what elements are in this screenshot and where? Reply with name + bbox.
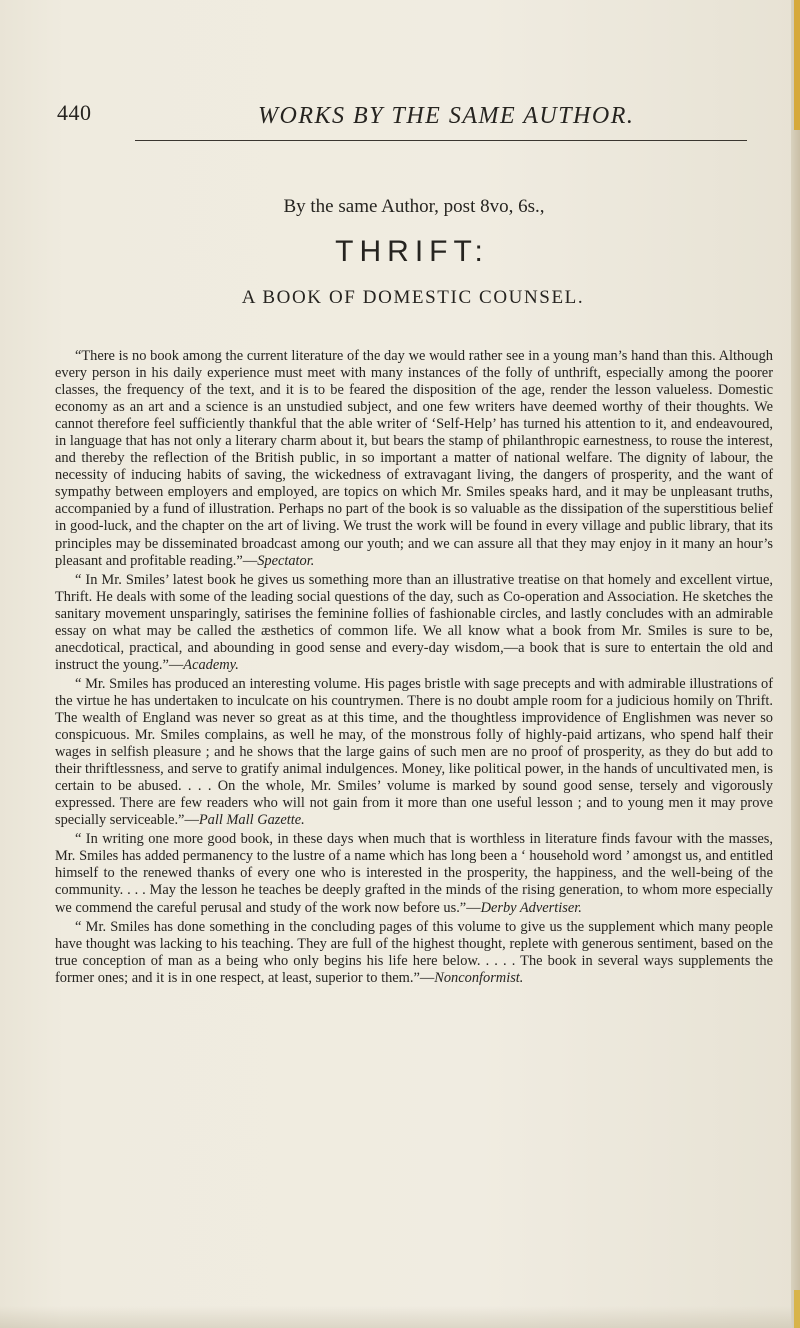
page-edge (791, 0, 800, 1328)
review-pall-mall-gazette (55, 676, 773, 829)
review-derby-advertiser (55, 831, 773, 916)
review-source: Spectator. (257, 552, 315, 569)
page-edge-stain (794, 0, 800, 130)
page-number: 440 (57, 100, 92, 125)
review-source: Academy. (183, 656, 239, 673)
review-text: “There is no book among the current literature of the day we would rather see in a young man’s hand than this. Although every person in his daily experience must meet with many instances of the folly of unthrift, especially among the poorer classes, the frequency of the text, and it is to be feared the disposition of the age, render the lesson valueless. Domestic economy as an art and a science is an unstudied subject, and one few writers have deemed worthy of their thoughts. We cannot therefore feel sufficiently thankful that the able writer of ‘Self-Help’ has turned his attention to it, and endeavoured, in language that has not only a literary charm about it, but bears the stamp of philanthropic earnestness, to rouse the interest, and thereby the reflection of the British public, in so important a matter of national welfare. The dignity of labour, the necessity of inducing habits of saving, the wickedness of extravagant living, the dangers of prosperity, and the want of sympathy between employers and employed, are topics on which Mr. Smiles speaks hard, and it may be unpleasant truths, accompanied by a fund of illustration. Perhaps no part of the book is so valuable as the dissipation of the superstitious belief in good-luck, and the chapter on the art of living. We trust the work will be found in every village and public library, that its principles may be disseminated broadcast among our youth; and we can assure all that they may enjoy in it many an hour’s pleasant and profitable reading.”— (55, 348, 773, 569)
review-source: Derby Advertiser. (480, 899, 582, 916)
running-head: WORKS BY THE SAME AUTHOR. (258, 103, 635, 129)
review-source: Nonconformist. (434, 969, 524, 986)
review-text: “ Mr. Smiles has done something in the concluding pages of this volume to give us the supplement which many people have thought was lacking to his teaching. They are full of the highest thought, replete with generous sentiment, based on the true conception of man as a being who only begins his life here below. . . . . The book in several ways supplements the former ones; and it is in one respect, at least, superior to them.”— (55, 918, 773, 986)
page-bottom-shade (0, 1306, 800, 1328)
book-announcement: By the same Author, post 8vo, 6s., (283, 196, 545, 217)
review-list (55, 348, 773, 989)
review-spectator (55, 348, 773, 570)
page-edge-stain (794, 1290, 800, 1328)
review-nonconformist (55, 919, 773, 987)
review-text: “ In Mr. Smiles’ latest book he gives us something more than an illustrative treatise on that homely and excellent virtue, Thrift. He deals with some of the leading social questions of the day, such as Co-operation and Association. He sketches the sanitary movement unsparingly, satirises the feminine follies of fashionable circles, and lastly concludes with an admirable essay on what may be called the æsthetics of common life. We all know what a book from Mr. Smiles is sure to be, anecdotical, practical, and abounding in good sense and every-day wisdom,—a book that is sure to entertain the old and instruct the young.”— (55, 571, 773, 673)
review-text: “ In writing one more good book, in these days when much that is worthless in literature finds favour with the masses, Mr. Smiles has added permanency to the lustre of a name which has long been a ‘ household word ’ amongst us, and entitled himself to the renewed thanks of every one who is interested in the prosperity, the happiness, and the well-being of the community. . . . May the lesson he teaches be deeply grafted in the minds of the rising generation, to whom more especially we commend the careful perusal and study of the work now before us.”— (55, 831, 773, 916)
review-text: “ Mr. Smiles has produced an interesting volume. His pages bristle with sage precepts and with admirable illustrations of the virtue he has undertaken to inculcate on his countrymen. There is no doubt ample room for a judicious homily on Thrift. The wealth of England was never so great as at this time, and the thoughtless improvidence of Englishmen was never so conspicuous. Mr. Smiles complains, as well he may, of the monstrous folly of highly-paid artizans, who spend half their wages in selfish pleasure ; and he shows that the large gains of such men are no proof of prosperity, as they do but add to their thriftlessness, and serve to gratify animal indulgences. Money, like political power, in the hands of uncultivated men, is certain to be abused. . . . On the whole, Mr. Smiles’ volume is marked by sound good sense, tersely and vigorously expressed. There are few readers who will not gain from it more than one useful lesson ; and to young men it may prove specially serviceable.”— (55, 675, 773, 829)
page-header (0, 0, 800, 160)
header-rule (135, 140, 747, 141)
book-title: THRIFT: (335, 235, 489, 268)
book-subtitle: A BOOK OF DOMESTIC COUNSEL. (241, 287, 585, 308)
review-source: Pall Mall Gazette. (198, 812, 305, 829)
review-academy (55, 572, 773, 674)
